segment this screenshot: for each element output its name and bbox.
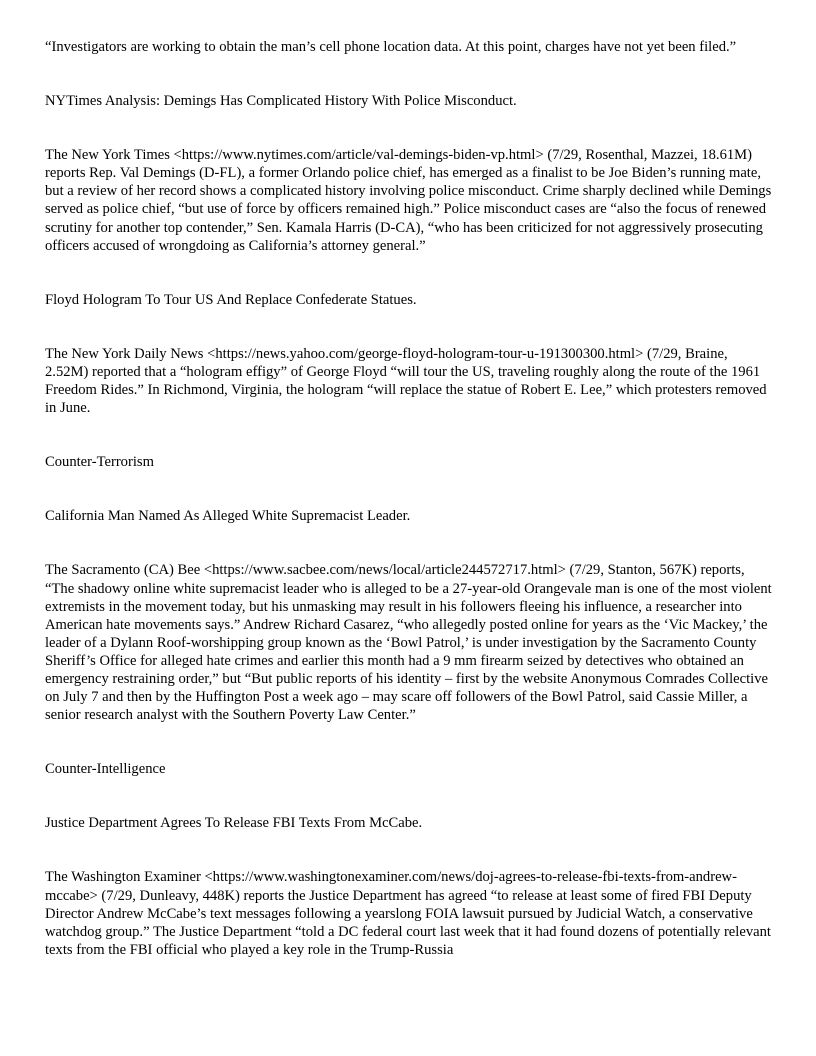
article-paragraph-examiner: The Washington Examiner <https://www.washingtonexaminer.com/news/doj-agrees-to-release-fbi-texts-from-andrew-mccabe> (7/29, Dunleavy, 448K) reports the Justice Department has agreed “to release at least some of fired FBI Deputy Director Andrew McCabe’s text messages following a yearslong FOIA lawsuit pursued by Judicial Watch, a conservative watchdog group.” The Justice Department “told a DC federal court last week that it had found dozens of potentially relevant texts from the FBI official who played a key role in the Trump-Russia	[45, 869, 771, 958]
headline-floyd-hologram: Floyd Hologram To Tour US And Replace Confederate Statues.	[45, 291, 417, 308]
headline-mccabe-texts: Justice Department Agrees To Release FBI Texts From McCabe.	[45, 815, 423, 832]
section-heading-counter-intelligence: Counter-Intelligence	[45, 761, 166, 778]
headline-white-supremacist: California Man Named As Alleged White Supremacist Leader.	[45, 508, 411, 525]
section-heading-counter-terrorism: Counter-Terrorism	[45, 454, 154, 471]
headline-demings: NYTimes Analysis: Demings Has Complicated History With Police Misconduct.	[45, 93, 517, 110]
article-paragraph-nytimes: The New York Times <https://www.nytimes.com/article/val-demings-biden-vp.html> (7/29, Rosenthal, Mazzei, 18.61M) reports Rep. Val Demings (D-FL), a former Orlando police chief, has emerged as a finalist to be Joe Biden’s running mate, but a review of her record shows a complicated history involving police misconduct. Crime sharply declined while Demings served as police chief, “but use of force by officers remained high.” Police misconduct cases are “also the focus of renewed scrutiny for another top contender,” Sen. Kamala Harris (D-CA), “who has been criticized for not aggressively prosecuting officers accused of wrongdoing as California’s attorney general.”	[45, 147, 772, 254]
article-paragraph-sacbee: The Sacramento (CA) Bee <https://www.sacbee.com/news/local/article244572717.html> (7/29, Stanton, 567K) reports, “The shadowy online white supremacist leader who is alleged to be a 27-year-old Orangevale man is one of the most violent extremists in the movement today, but his unmasking may result in his followers fleeing his influence, a researcher into American hate movements says.” Andrew Richard Casarez, “who allegedly posted online for years as the ‘Vic Mackey,’ the leader of a Dylann Roof-worshipping group known as the ‘Bowl Patrol,’ is under investigation by the Sacramento County Sheriff’s Office for alleged hate crimes and earlier this month had a 9 mm firearm seized by detectives who obtained an emergency restraining order,” but “But public reports of his identity – first by the website Anonymous Comrades Collective on July 7 and then by the Huffington Post a week ago – may scare off followers of the Bowl Patrol, said Cassie Miller, a senior research analyst with the Southern Poverty Law Center.”	[45, 562, 772, 724]
article-paragraph-daily-news: The New York Daily News <https://news.yahoo.com/george-floyd-hologram-tour-u-191300300.html> (7/29, Braine, 2.52M) reported that a “hologram effigy” of George Floyd “will tour the US, traveling roughly along the route of the 1961 Freedom Rides.” In Richmond, Virginia, the hologram “will replace the statue of Robert E. Lee,” which protesters removed in June.	[45, 345, 767, 417]
quote-paragraph: “Investigators are working to obtain the man’s cell phone location data. At this point, charges have not yet been filed.”	[45, 39, 737, 55]
document-page	[45, 38, 773, 995]
